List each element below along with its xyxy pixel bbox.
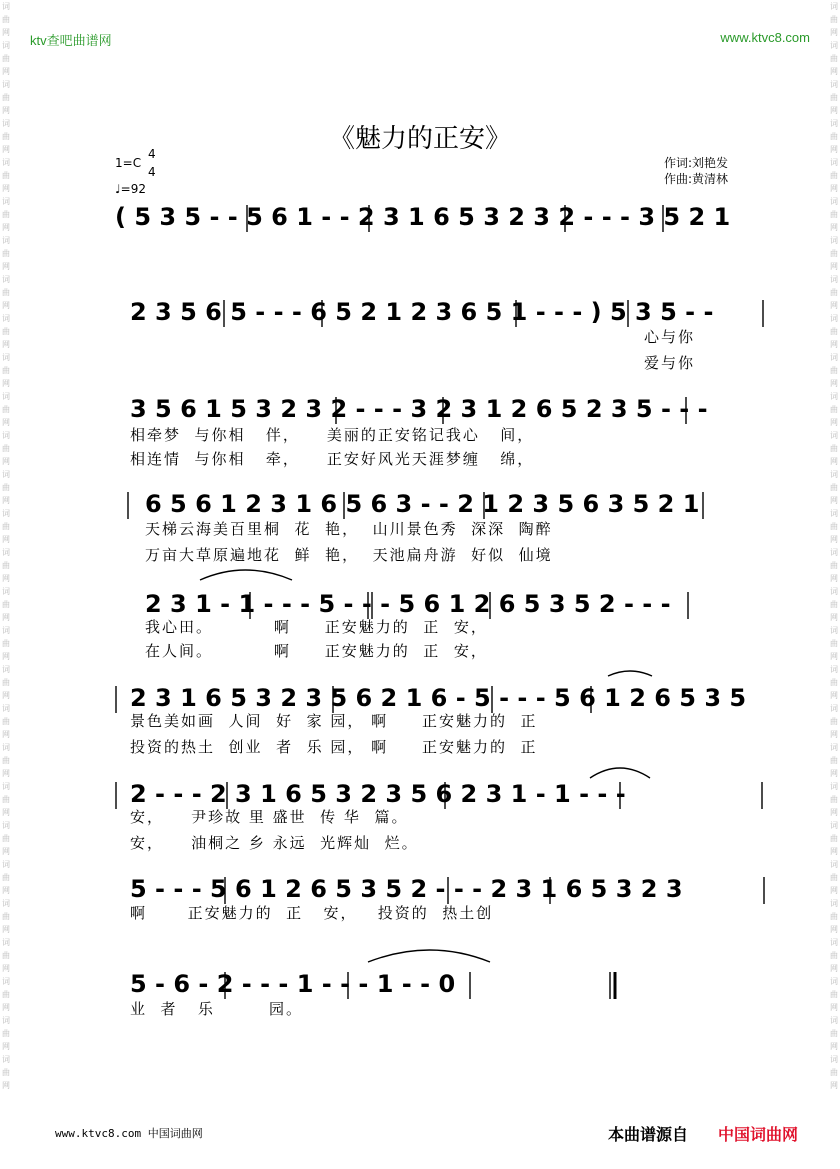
lyric-line-3-verse-2: 相连情 与你相 牵， 正安好风光天涯梦缠 绵，	[130, 450, 535, 468]
lyric-line-9-verse-1: 业 者 乐 园。	[130, 1000, 303, 1018]
lyric-line-3-verse-1: 相牵梦 与你相 伴， 美丽的正安铭记我心 间，	[130, 426, 535, 444]
source-label: 本曲谱源自	[608, 1125, 689, 1144]
lyric-line-8-verse-1: 啊 正安魅力的 正 安， 投资的 热土创	[130, 904, 494, 922]
notation-line-5: 2 3 1 - 1 - - - 5 - - - 5 6 1 2 6 5 3 5 2 - - -	[145, 590, 671, 618]
lyric-line-5-verse-2: 在人间。 啊 正安魅力的 正 安，	[145, 642, 488, 660]
notation-line-2: 2 3 5 6 5 - - - 6 5 2 1 2 3 6 5 1 - - - ) 5 3 5 - -	[130, 298, 714, 326]
lyric-line-6-verse-1: 景色美如画 人间 好 家 园， 啊 正安魅力的 正	[130, 712, 538, 730]
time-signature-bottom: 4	[148, 165, 156, 179]
lyric-line-7-verse-2: 安， 油桐之 乡 永远 光辉灿 烂。	[130, 834, 419, 852]
song-title: 《魅力的正安》	[328, 124, 511, 154]
notation-line-6: 2 3 1 6 5 3 2 3 5 6 2 1 6 - 5 - - - 5 6 1 2 6 5 3 5	[130, 684, 747, 712]
time-signature-top: 4	[148, 147, 156, 161]
notation-line-3: 3 5 6 1 5 3 2 3 2 - - - 3 2 3 1 2 6 5 2 3 5 - - -	[130, 395, 708, 423]
footer-site[interactable]: www.ktvc8.com 中国词曲网	[55, 1127, 203, 1140]
side-watermark-left: 词曲网词曲网词曲网词曲网词曲网词曲网词曲网词曲网词曲网词曲网词曲网词曲网词曲网词曲网词曲网词曲网词曲网词曲网词曲网词曲网词曲网词曲网词曲网词曲网词曲网词曲网词曲网词曲网	[2, 2, 10, 1090]
lyric-line-2-verse-1: 心与你	[644, 328, 696, 346]
notation-line-9: 5 - 6 - 2 - - - 1 - - - 1 - - 0	[130, 970, 456, 998]
notation-line-4: 6 5 6 1 2 3 1 6 5 6 3 - - 2 1 2 3 5 6 3 5 2 1	[145, 490, 700, 518]
lyric-line-2-verse-2: 爱与你	[644, 354, 696, 372]
lyric-line-6-verse-2: 投资的热土 创业 者 乐 园， 啊 正安魅力的 正	[130, 738, 538, 756]
key-signature: 1=C	[115, 156, 142, 170]
side-watermark-right: 词曲网词曲网词曲网词曲网词曲网词曲网词曲网词曲网词曲网词曲网词曲网词曲网词曲网词曲网词曲网词曲网词曲网词曲网词曲网词曲网词曲网词曲网词曲网词曲网词曲网词曲网词曲网词曲网	[830, 2, 838, 1090]
header-right-url[interactable]: www.ktvc8.com	[720, 30, 810, 45]
lyric-line-7-verse-1: 安， 尹珍故 里 盛世 传 华 篇。	[130, 808, 409, 826]
lyric-line-5-verse-1: 我心田。 啊 正安魅力的 正 安，	[145, 618, 488, 636]
notation-line-7: 2 - - - 2 3 1 6 5 3 2 3 5 6 2 3 1 - 1 - - -	[130, 780, 626, 808]
lyricist: 作词:刘艳发	[664, 156, 729, 170]
lyric-line-4-verse-2: 万亩大草原遍地花 鲜 艳， 天池扁舟游 好似 仙境	[145, 546, 553, 564]
notation-line-1: ( 5 3 5 - - 5 6 1 - - 2 3 1 6 5 3 2 3 2 - - - 3 5 2 1	[115, 203, 731, 231]
quarter-note-icon: ♩	[115, 182, 121, 196]
tempo-value: =92	[120, 182, 146, 196]
composer: 作曲:黄清林	[664, 172, 729, 186]
source-site[interactable]: 中国词曲网	[718, 1125, 799, 1144]
header-left-site[interactable]: ktv查吧曲谱网	[30, 33, 112, 48]
lyric-line-4-verse-1: 天梯云海美百里桐 花 艳， 山川景色秀 深深 陶醉	[145, 520, 553, 538]
notation-line-8: 5 - - - 5 6 1 2 6 5 3 5 2 - - - 2 3 1 6 5 3 2 3	[130, 875, 683, 903]
